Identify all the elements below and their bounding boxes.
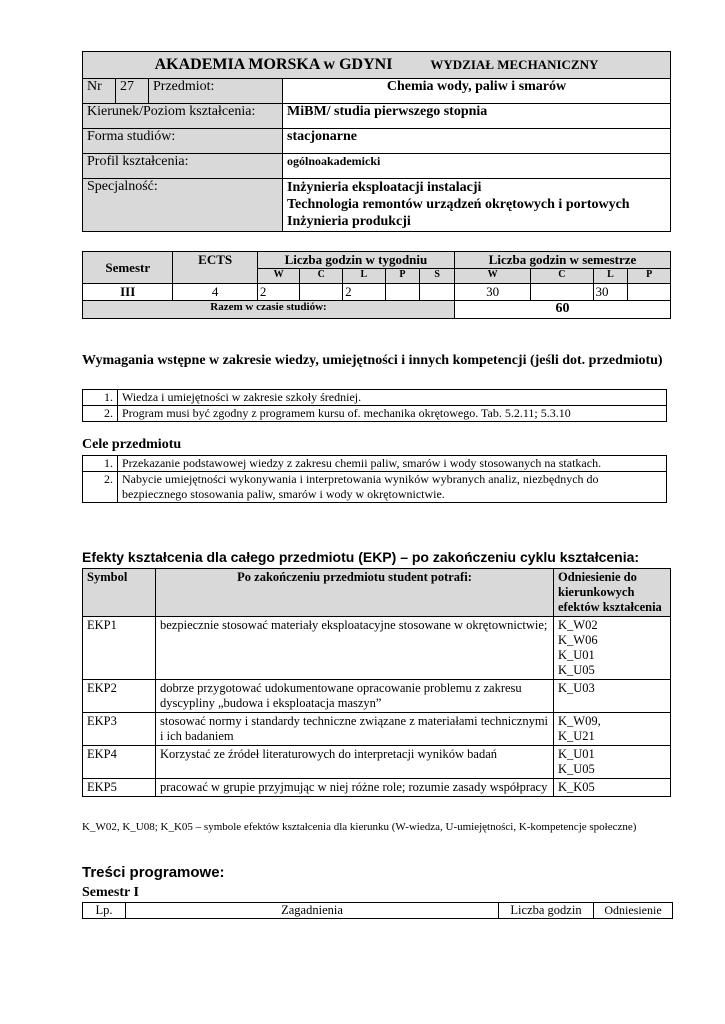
effect-symbol: EKP5 — [83, 779, 156, 797]
spec-item: Inżynieria eksploatacji instalacji — [287, 180, 482, 195]
item-number: 1. — [83, 390, 118, 406]
col-desc-header: Po zakończeniu przedmiotu student potrafi: — [156, 569, 554, 617]
item-text: Przekazanie podstawowej wiedzy z zakresu chemii paliw, smarów i wody stosowanych na statkach. — [118, 456, 667, 472]
direction-value: MiBM/ studia pierwszego stopnia — [283, 104, 671, 129]
weekly-w-value: 2 — [257, 284, 300, 301]
weekly-col-l: L — [343, 269, 386, 284]
weekly-p-value — [385, 284, 420, 301]
effect-ref: K_W09, K_U21 — [554, 713, 671, 746]
spec-label: Specjalność: — [83, 179, 283, 232]
spec-item: Inżynieria produkcji — [287, 214, 411, 229]
weekly-col-s: S — [420, 269, 455, 284]
program-semester: Semestr I — [82, 885, 139, 900]
effect-ref: K_W02 K_W06 K_U01 K_U05 — [554, 617, 671, 680]
semester-col-p: P — [628, 269, 671, 284]
profile-value: ogólnoakademicki — [283, 154, 671, 179]
weekly-s-value — [420, 284, 455, 301]
nr-value: 27 — [116, 79, 149, 104]
effect-desc: pracować w grupie przyjmując w niej różne role; rozumie zasady współpracy — [156, 779, 554, 797]
effect-symbol: EKP1 — [83, 617, 156, 680]
program-heading: Treści programowe: — [82, 864, 225, 881]
semester-w-value: 30 — [455, 284, 531, 301]
effect-symbol: EKP2 — [83, 680, 156, 713]
form-label: Forma studiów: — [83, 129, 283, 154]
nr-label: Nr — [83, 79, 116, 104]
effects-heading: Efekty kształcenia dla całego przedmiotu (EKP) – po zakończeniu cyklu kształcenia: — [82, 549, 640, 565]
item-number: 1. — [83, 456, 118, 472]
effect-ref: K_U01 K_U05 — [554, 746, 671, 779]
list-item — [83, 472, 667, 503]
effect-symbol: EKP3 — [83, 713, 156, 746]
weekly-col-p: P — [385, 269, 420, 284]
weekly-hours-header: Liczba godzin w tygodniu — [257, 252, 454, 269]
weekly-col-c: C — [300, 269, 343, 284]
semester-hours-header: Liczba godzin w semestrze — [455, 252, 671, 269]
item-text: Program musi być zgodny z programem kursu of. mechanika okrętowego. Tab. 5.2.11; 5.3.10 — [118, 406, 667, 422]
col-symbol-header: Symbol — [83, 569, 156, 617]
col-ref-header: Odniesienie — [594, 903, 673, 919]
direction-label: Kierunek/Poziom kształcenia: — [83, 104, 283, 129]
requirements-list — [82, 389, 667, 422]
table-row — [83, 746, 671, 779]
spec-item: Technologia remontów urządzeń okrętowych i portowych — [287, 197, 630, 212]
weekly-c-value — [300, 284, 343, 301]
subject-value: Chemia wody, paliw i smarów — [283, 79, 671, 104]
table-row — [83, 713, 671, 746]
col-topics-header: Zagadnienia — [126, 903, 499, 919]
total-value: 60 — [455, 301, 671, 319]
col-ref-header: Odniesienie do kierunkowych efektów kształcenia — [554, 569, 671, 617]
semester-l-value: 30 — [593, 284, 628, 301]
requirements-heading: Wymagania wstępne w zakresie wiedzy, umiejętności i innych kompetencji (jeśli dot. przedmiotu) — [82, 353, 663, 368]
effect-desc: dobrze przygotować udokumentowane opracowanie problemu z zakresu dyscypliny „budowa i eksploatacja maszyn” — [156, 680, 554, 713]
goals-heading: Cele przedmiotu — [82, 437, 182, 452]
col-lp-header: Lp. — [83, 903, 126, 919]
weekly-l-value: 2 — [343, 284, 386, 301]
effect-symbol: EKP4 — [83, 746, 156, 779]
total-label: Razem w czasie studiów: — [83, 301, 455, 319]
subject-label: Przedmiot: — [149, 79, 283, 104]
table-row — [83, 680, 671, 713]
list-item — [83, 406, 667, 422]
table-row — [83, 779, 671, 797]
semester-value: III — [83, 284, 173, 301]
col-hours-header: Liczba godzin — [499, 903, 594, 919]
semester-p-value — [628, 284, 671, 301]
effects-note: K_W02, K_U08; K_K05 – symbole efektów kształcenia dla kierunku (W-wiedza, U-umiejętności, K-kompetencje społeczne) — [82, 821, 637, 833]
weekly-col-w: W — [257, 269, 300, 284]
table-row — [83, 617, 671, 680]
semester-header: Semestr — [83, 252, 173, 284]
effects-table — [82, 568, 671, 797]
semester-col-w: W — [455, 269, 531, 284]
program-table — [82, 902, 673, 919]
title-row — [83, 52, 671, 79]
ects-value: 4 — [173, 284, 257, 301]
effect-desc: Korzystać ze źródeł literaturowych do interpretacji wyników badań — [156, 746, 554, 779]
semester-c-value — [531, 284, 593, 301]
effect-desc: bezpiecznie stosować materiały eksploatacyjne stosowane w okrętownictwie; — [156, 617, 554, 680]
item-number: 2. — [83, 472, 118, 503]
semester-hours-table — [82, 251, 671, 319]
spec-values — [283, 179, 671, 232]
item-text: Nabycie umiejętności wykonywania i interpretowania wyników wybranych analiz, niezbędnych do bezpiecznego stosowania paliw, smarów i wody w okrętownictwie. — [118, 472, 667, 503]
ects-header: ECTS — [173, 252, 257, 284]
item-number: 2. — [83, 406, 118, 422]
list-item — [83, 390, 667, 406]
course-header-table — [82, 51, 671, 232]
semester-col-c: C — [531, 269, 593, 284]
item-text: Wiedza i umiejętności w zakresie szkoły średniej. — [118, 390, 667, 406]
semester-col-l: L — [593, 269, 628, 284]
faculty-name: WYDZIAŁ MECHANICZNY — [430, 57, 599, 72]
profile-label: Profil kształcenia: — [83, 154, 283, 179]
effect-ref: K_U03 — [554, 680, 671, 713]
effect-desc: stosować normy i standardy techniczne związane z materiałami technicznymi i ich badaniem — [156, 713, 554, 746]
goals-list — [82, 455, 667, 503]
list-item — [83, 456, 667, 472]
university-name: AKADEMIA MORSKA w GDYNI — [154, 56, 393, 73]
effect-ref: K_K05 — [554, 779, 671, 797]
form-value: stacjonarne — [283, 129, 671, 154]
